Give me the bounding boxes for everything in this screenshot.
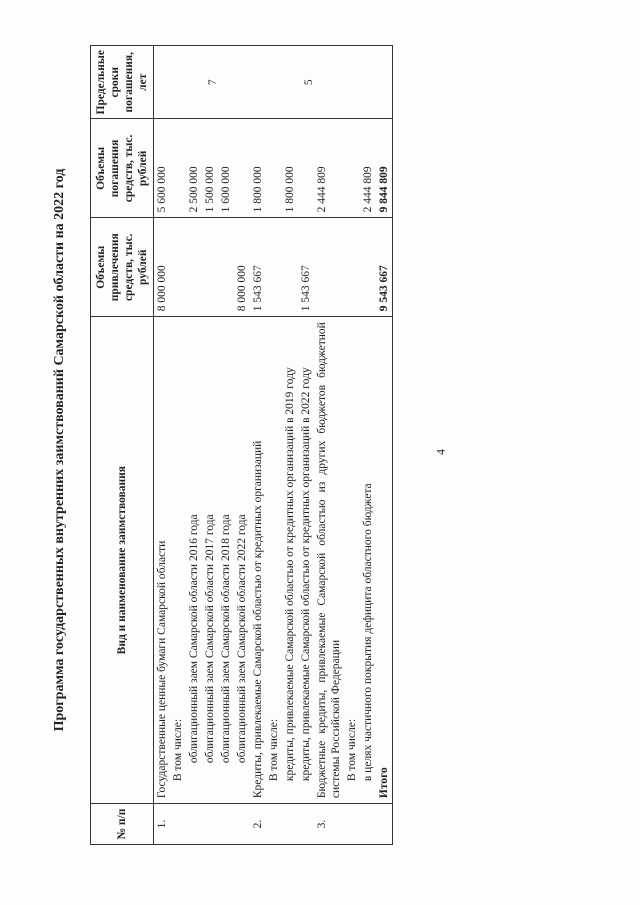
- table-row: [266, 46, 282, 845]
- row-3a-repay: 2 444 809: [360, 119, 376, 218]
- table-row: [360, 46, 376, 845]
- row-3-name: Бюджетные кредиты, привлекаемые Самарской областью из других бюджетов бюджетной системы Российской Федерации: [314, 317, 344, 804]
- page-number: 4: [433, 449, 448, 455]
- total-label: Итого: [376, 317, 393, 804]
- row-1a-name: облигационный заем Самарской области 2016 года: [186, 317, 202, 804]
- borrowing-program-table: [90, 45, 393, 845]
- row-2-intro: В том числе:: [266, 317, 282, 804]
- row-1-name: Государственные ценные бумаги Самарской области: [154, 317, 171, 804]
- header-raise: Объемы привлечения средств, тыс. рублей: [91, 218, 154, 317]
- row-1-term: 7: [207, 79, 219, 86]
- table-row: [202, 46, 218, 845]
- table-row: [314, 46, 344, 845]
- row-1c-name: облигационный заем Самарской области 2018 года: [218, 317, 234, 804]
- header-repay: Объемы погашения средств, тыс. рублей: [91, 119, 154, 218]
- row-2b-name: кредиты, привлекаемые Самарской областью от кредитных организаций в 2022 году: [298, 317, 314, 804]
- document-title: Программа государственных внутренних заимствований Самарской области на 2022 год: [52, 168, 67, 732]
- table-row: [186, 46, 202, 845]
- row-1-raise: 8 000 000: [154, 218, 171, 317]
- table-row: [154, 46, 171, 845]
- row-2b-raise: 1 543 667: [298, 218, 314, 317]
- row-1a-repay: 2 500 000: [186, 119, 202, 218]
- row-1-term-cell: [154, 46, 251, 120]
- header-name: Вид и наименование заимствования: [91, 317, 154, 804]
- header-num: № п/п: [91, 804, 154, 845]
- row-2-name: Кредиты, привлекаемые Самарской областью от кредитных организаций: [250, 317, 266, 804]
- row-2-term: 5: [303, 79, 315, 86]
- table-header-row: [91, 46, 154, 845]
- row-3-num: 3.: [314, 804, 344, 845]
- rotated-content: [50, 40, 620, 860]
- row-2a-name: кредиты, привлекаемые Самарской областью от кредитных организаций в 2019 году: [282, 317, 298, 804]
- row-1-repay: 5 600 000: [154, 119, 171, 218]
- table-row: [298, 46, 314, 845]
- row-1-num: 1.: [154, 804, 171, 845]
- row-1-intro: В том числе:: [170, 317, 186, 804]
- table-row: [170, 46, 186, 845]
- row-2-term-cell: [250, 46, 314, 120]
- table-row: [282, 46, 298, 845]
- row-3a-name: в целях частичного покрытия дефицита областного бюджета: [360, 317, 376, 804]
- table-row: [344, 46, 360, 845]
- total-raise: 9 543 667: [376, 218, 393, 317]
- row-2-raise: 1 543 667: [250, 218, 266, 317]
- table-row: [234, 46, 250, 845]
- row-2a-repay: 1 800 000: [282, 119, 298, 218]
- row-1d-raise: 8 000 000: [234, 218, 250, 317]
- row-3-repay: 2 444 809: [314, 119, 344, 218]
- row-1c-repay: 1 600 000: [218, 119, 234, 218]
- row-1b-name: облигационный заем Самарской области 2017 года: [202, 317, 218, 804]
- table-row: [218, 46, 234, 845]
- row-1d-name: облигационный заем Самарской области 2022 года: [234, 317, 250, 804]
- row-3-intro: В том числе:: [344, 317, 360, 804]
- row-2-repay: 1 800 000: [250, 119, 266, 218]
- table-row: [250, 46, 266, 845]
- row-2-num: 2.: [250, 804, 266, 845]
- total-repay: 9 844 809: [376, 119, 393, 218]
- row-1b-repay: 1 500 000: [202, 119, 218, 218]
- header-term: Предельные сроки погашения, лет: [91, 46, 154, 120]
- table-row-total: [376, 46, 393, 845]
